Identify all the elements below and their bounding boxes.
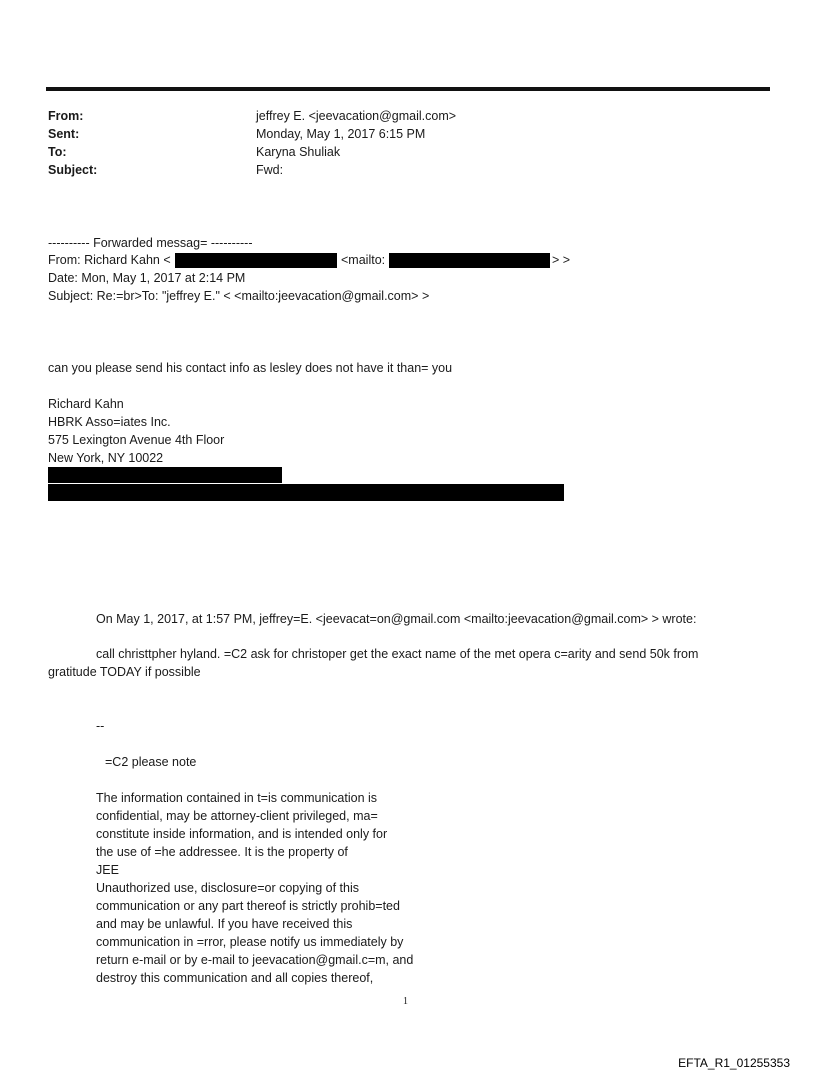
signature-address2: New York, NY 10022 <box>48 451 164 465</box>
quoted-message-line2: gratitude TODAY if possible <box>48 665 201 679</box>
disclaimer-line: destroy this communication and all copies thereof, <box>96 971 374 985</box>
redaction-box <box>48 484 564 501</box>
quoted-dashes: -- <box>96 719 105 733</box>
disclaimer-line: communication in =rror, please notify us immediately by <box>96 935 404 949</box>
redaction-box <box>389 253 550 268</box>
subject-label: Subject: <box>48 163 98 177</box>
disclaimer-line: confidential, may be attorney-client privileged, ma= <box>96 809 378 823</box>
body-request: can you please send his contact info as lesley does not have it than= you <box>48 361 453 375</box>
disclaimer-line: The information contained in t=is communication is <box>96 791 378 805</box>
forward-subject: Subject: Re:=br>To: "jeffrey E." < <mailto:jeevacation@gmail.com> > <box>48 289 430 303</box>
forward-mailto-prefix: <mailto: <box>341 253 386 267</box>
signature-company: HBRK Asso=iates Inc. <box>48 415 171 429</box>
to-label: To: <box>48 145 67 159</box>
redaction-box <box>175 253 337 268</box>
signature-name: Richard Kahn <box>48 397 124 411</box>
disclaimer-line: communication or any part thereof is strictly prohib=ted <box>96 899 400 913</box>
quoted-wrote-line: On May 1, 2017, at 1:57 PM, jeffrey=E. <jeevacat=on@gmail.com <mailto:jeevacation@gmail.com> > wrote: <box>96 612 697 626</box>
forward-from-prefix: From: Richard Kahn < <box>48 253 171 267</box>
quoted-please-note: =C2 please note <box>105 755 197 769</box>
disclaimer-line: the use of =he addressee. It is the property of <box>96 845 348 859</box>
signature-address1: 575 Lexington Avenue 4th Floor <box>48 433 225 447</box>
from-label: From: <box>48 109 84 123</box>
disclaimer-line: JEE <box>96 863 119 877</box>
to-value: Karyna Shuliak <box>256 145 341 159</box>
page-number: 1 <box>403 996 408 1007</box>
from-value: jeffrey E. <jeevacation@gmail.com> <box>256 109 457 123</box>
sent-value: Monday, May 1, 2017 6:15 PM <box>256 127 426 141</box>
redaction-box <box>48 467 282 483</box>
header-rule <box>46 87 770 91</box>
disclaimer-line: constitute inside information, and is intended only for <box>96 827 388 841</box>
sent-label: Sent: <box>48 127 80 141</box>
quoted-message-line1: call christtpher hyland. =C2 ask for christoper get the exact name of the met opera c=arity and send 50k from <box>96 647 699 661</box>
disclaimer-line: Unauthorized use, disclosure=or copying of this <box>96 881 359 895</box>
bates-number: EFTA_R1_01255353 <box>678 1056 790 1070</box>
forward-mailto-suffix: > > <box>552 253 571 267</box>
forward-separator: ---------- Forwarded messag= ---------- <box>48 236 253 250</box>
forward-date: Date: Mon, May 1, 2017 at 2:14 PM <box>48 271 246 285</box>
disclaimer-line: return e-mail or by e-mail to jeevacation@gmail.c=m, and <box>96 953 414 967</box>
disclaimer-line: and may be unlawful. If you have received this <box>96 917 353 931</box>
subject-value: Fwd: <box>256 163 284 177</box>
